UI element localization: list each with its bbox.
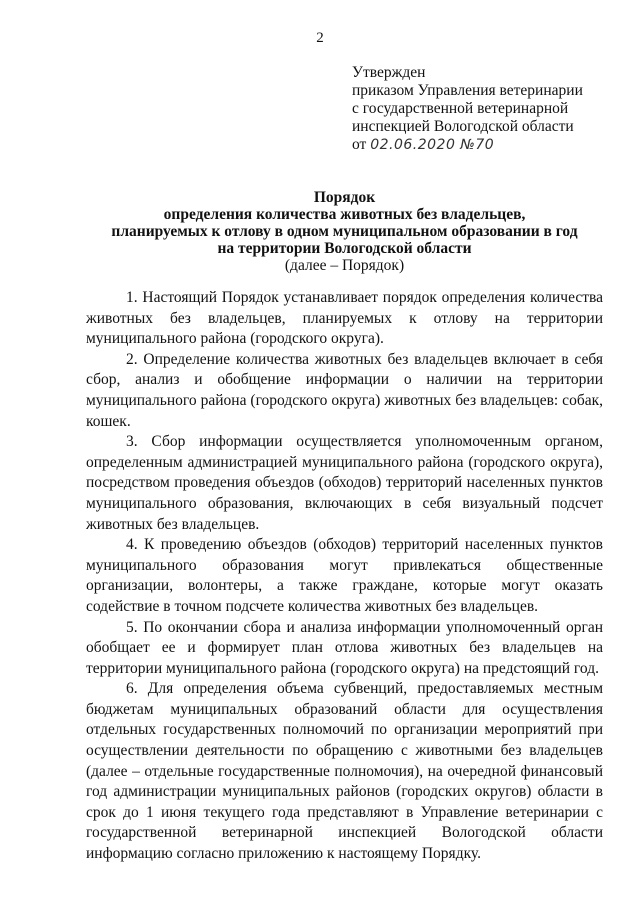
paragraph-1: 1. Настоящий Порядок устанавливает порядок определения количества животных без владельцев, планируемых к отлову на территории муниципального района (городского округа).: [86, 289, 603, 348]
approval-line-1: Утвержден: [352, 64, 426, 81]
approval-date-prefix: от: [352, 136, 367, 153]
paragraph-5: 5. По окончании сбора и анализа информации уполномоченный орган обобщает ее и формирует план отлова животных без владельцев на территории муниципального района (городского округа) на предстоящий год.: [86, 618, 603, 677]
page-number: 2: [316, 30, 324, 46]
document-title-line-3: на территории Вологодской области: [217, 240, 472, 257]
approval-line-3: с государственной ветеринарной: [352, 100, 569, 117]
paragraph-6: 6. Для определения объема субвенций, предоставляемых местным бюджетам муниципальных образований области для осуществления отдельных государственных полномочий по организации мероприятий при осуществлении деятельности по обращению с животными без владельцев (далее – отдельные государственные полномочия), на очередной финансовый год администрации муниципальных районов (городских округов) области в срок до 1 июня текущего года представляют в Управление ветеринарии с государственной ветеринарной инспекцией Вологодской области информацию согласно приложению к настоящему Порядку.: [86, 680, 603, 863]
document-title-line-1: определения количества животных без владельцев,: [163, 206, 526, 223]
paragraph-4: 4. К проведению объездов (обходов) территорий населенных пунктов муниципального образования могут привлекаться общественные организации, волонтеры, а также граждане, которые могут оказать содействие в точном подсчете количества животных без владельцев.: [86, 536, 603, 615]
approval-line-4: инспекцией Вологодской области: [352, 118, 574, 135]
document-title-line-2: планируемых к отлову в одном муниципальном образовании в год: [111, 223, 578, 240]
approval-line-2: приказом Управления ветеринарии: [352, 82, 583, 99]
approval-stamp-block: [352, 64, 583, 154]
approval-handwritten-date: 02.06.2020 №70: [370, 137, 495, 153]
approval-date-line: [352, 136, 583, 154]
document-subtitle: (далее – Порядок): [284, 257, 405, 274]
paragraph-3: 3. Сбор информации осуществляется уполномоченным органом, определенным администрацией муниципального района (городского округа), посредством проведения объездов (обходов) территорий населенных пунктов муниципального образования, включающих в себя визуальный подсчет животных без владельцев.: [86, 433, 603, 533]
document-heading: Порядок: [313, 189, 376, 206]
document-title-block: [86, 189, 603, 274]
document-body: [86, 288, 603, 865]
paragraph-2: 2. Определение количества животных без владельцев включает в себя сбор, анализ и обобщение информации о наличии на территории муниципального района (городского округа) животных без владельцев: собак, кошек.: [86, 350, 603, 430]
